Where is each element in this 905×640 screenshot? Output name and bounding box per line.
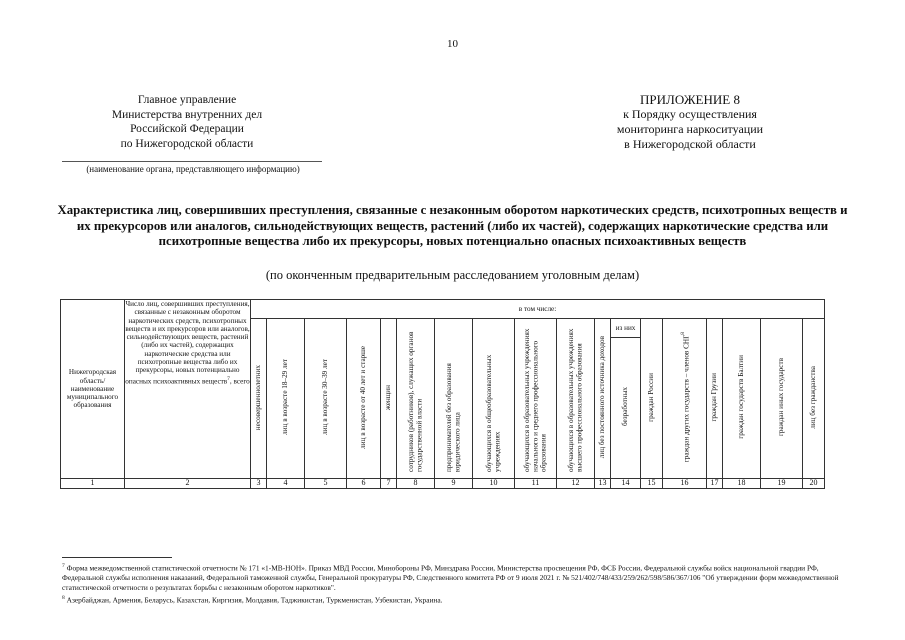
header-minors: несовершеннолетних — [251, 319, 267, 479]
footnotes — [62, 561, 852, 606]
header-in-total: в том числе: — [251, 300, 825, 319]
header-age-30-39: лиц в возрасте 30–39 лет — [305, 319, 347, 479]
agency-caption: (наименование органа, представляющего информацию) — [86, 164, 300, 174]
agency-block — [62, 93, 312, 151]
appendix-block — [580, 92, 800, 152]
appendix-title: ПРИЛОЖЕНИЕ 8 — [640, 92, 740, 107]
agency-line: Министерства внутренних дел — [111, 108, 263, 121]
footnote-8: $^8$ Азербайджан, Армения, Беларусь, Казахстан, Киргизия, Молдавия, Таджикистан, Туркменистан, Узбекистан, Украина. — [62, 595, 443, 605]
col-number: 10 — [473, 479, 515, 489]
col-number: 7 — [381, 479, 397, 489]
col-number: 6 — [347, 479, 381, 489]
col-number: 17 — [707, 479, 723, 489]
header-other-states: граждан иных государств — [761, 319, 803, 479]
appendix-line: в Нижегородской области — [624, 137, 756, 151]
header-stateless: лиц без гражданства — [803, 319, 825, 479]
col-number: 2 — [125, 479, 251, 489]
col-number: 13 — [595, 479, 611, 489]
header-cis: граждан других государств – членов СНГ$^8$ — [663, 319, 707, 479]
header-region: Нижегородская область/ наименование муниципального образования — [61, 300, 125, 479]
document-title: Характеристика лиц, совершивших преступления, связанные с незаконным оборотом наркотических средств, психотропных веществ и их прекурсоров или аналогов, сильнодействующих веществ, растений (либо их частей), содержащих наркотические средства или психотропные вещества либо их прекурсоры, новых потенциально опасных психоактивных веществ — [57, 203, 848, 248]
col-number: 15 — [641, 479, 663, 489]
header-no-income: лиц без постоянного источника доходов — [595, 319, 611, 479]
agency-underline — [62, 161, 322, 162]
col-number: 8 — [397, 479, 435, 489]
report-table — [60, 299, 825, 489]
header-of-them: из них — [611, 319, 641, 338]
footnote-rule — [62, 557, 172, 558]
col-number: 12 — [557, 479, 595, 489]
footnote-7: $^7$ Форма межведомственной статистической отчетности № 171 «1-МВ-НОН». Приказ МВД России, Минобороны РФ, Минздрава России, Министерства просвещения РФ, ФСБ России, Федеральной службы войск национальной гвардии РФ, Федеральной службы исполнения наказаний, Федеральной таможенной службы, Генеральной прокуратуры РФ, Следственного комитета РФ от 9 июля 2021 г. № 521/402/748/433/259/262/598/586/367/106 "Об утверждении форм межведомственной статистической отчетности о результатах борьбы с незаконным оборотом наркотиков". — [62, 563, 839, 593]
header-age-18-29: лиц в возрасте 18–29 лет — [267, 319, 305, 479]
col-number: 16 — [663, 479, 707, 489]
page-number: 10 — [447, 38, 458, 50]
col-number: 3 — [251, 479, 267, 489]
agency-line: Главное управление — [137, 94, 237, 106]
header-university-students: обучающихся в образовательных учреждениях высшего профессионального образования — [557, 319, 595, 479]
col-number: 4 — [267, 479, 305, 489]
col-number: 9 — [435, 479, 473, 489]
header-unemployed: безработных — [611, 338, 641, 479]
col-number: 18 — [723, 479, 761, 489]
header-women: женщин — [381, 319, 397, 479]
col-number: 5 — [305, 479, 347, 489]
appendix-line: к Порядку осуществления — [623, 107, 757, 121]
appendix-line: мониторинга наркоситуации — [616, 122, 764, 136]
header-school-students: обучающихся в общеобразовательных учреждениях — [473, 319, 515, 479]
col-number: 1 — [61, 479, 125, 489]
agency-line: Российской Федерации — [130, 123, 244, 135]
col-number: 20 — [803, 479, 825, 489]
header-entrepreneurs: предпринимателей без образования юридического лица — [435, 319, 473, 479]
col-number: 19 — [761, 479, 803, 489]
header-officials: сотрудников (работников), служащих органов государственной власти — [397, 319, 435, 479]
header-georgia: граждан Грузии — [707, 319, 723, 479]
header-russia: граждан России — [641, 319, 663, 479]
agency-line: по Нижегородской области — [120, 137, 254, 150]
header-total: Число лиц, совершивших преступления, связанные с незаконным оборотом наркотических средств, психотропных веществ и их прекурсоров или аналогов, сильнодействующих веществ, растений (либо их частей), содержащих наркотические средства или психотропные вещества либо их прекурсоры, новых потенциально опасных психоактивных веществ$^7$, всего — [125, 300, 251, 479]
col-number: 14 — [611, 479, 641, 489]
col-number: 11 — [515, 479, 557, 489]
document-subtitle: (по оконченным предварительным расследованием уголовным делам) — [265, 268, 640, 282]
header-baltic: граждан государств Балтии — [723, 319, 761, 479]
header-vocational-students: обучающихся в образовательных учреждениях начального и среднего профессионального образования — [515, 319, 557, 479]
header-age-40plus: лиц в возрасте от 40 лет и старше — [347, 319, 381, 479]
